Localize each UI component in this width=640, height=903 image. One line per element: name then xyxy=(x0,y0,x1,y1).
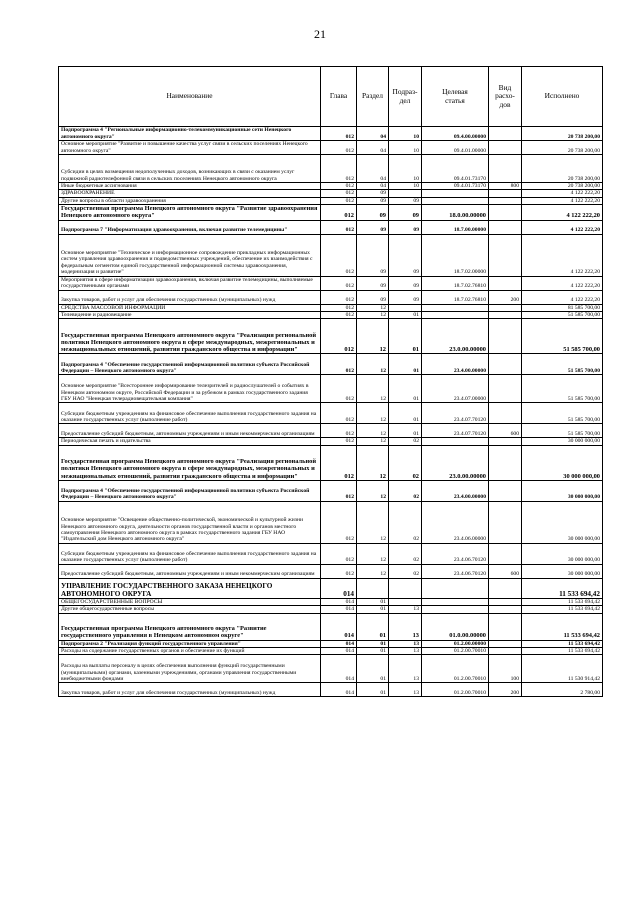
row-vid xyxy=(489,155,522,183)
row-value: 51 585 700,00 xyxy=(522,424,603,438)
table-row xyxy=(59,403,603,424)
row-razdel: 04 xyxy=(357,155,389,183)
row-value: 51 585 700,00 xyxy=(522,312,603,319)
row-statya: 01.2.00.70010 xyxy=(422,648,489,655)
row-glava: 014 xyxy=(321,606,357,613)
row-value: 4 122 222,20 xyxy=(522,205,603,220)
row-vid: 600 xyxy=(489,424,522,438)
row-razdel: 12 xyxy=(357,445,389,480)
table-row xyxy=(59,445,603,480)
header-vid: Вид расхо- дов xyxy=(489,67,522,127)
row-glava: 012 xyxy=(321,445,357,480)
row-glava: 012 xyxy=(321,290,357,304)
row-podrazdel: 09 xyxy=(389,290,422,304)
table-row xyxy=(59,683,603,697)
table-row xyxy=(59,424,603,438)
row-razdel: 01 xyxy=(357,655,389,683)
row-vid: 200 xyxy=(489,290,522,304)
table-row xyxy=(59,127,603,141)
row-glava: 012 xyxy=(321,438,357,445)
table-row xyxy=(59,290,603,304)
row-glava: 014 xyxy=(321,598,357,605)
row-vid xyxy=(489,205,522,220)
row-podrazdel: 01 xyxy=(389,312,422,319)
row-statya: 01.0.00.00000 xyxy=(422,613,489,640)
table-row xyxy=(59,190,603,197)
row-value: 11 533 694,42 xyxy=(522,578,603,598)
row-value: 4 122 222,20 xyxy=(522,290,603,304)
row-podrazdel: 10 xyxy=(389,141,422,155)
table-row xyxy=(59,354,603,375)
row-glava: 014 xyxy=(321,683,357,697)
row-value: 11 533 694,42 xyxy=(522,598,603,605)
row-vid xyxy=(489,501,522,543)
row-value: 30 000 000,00 xyxy=(522,438,603,445)
row-statya: 23.4.06.70120 xyxy=(422,543,489,564)
row-name: Другие вопросы в области здравоохранения xyxy=(59,197,321,204)
table-row xyxy=(59,578,603,598)
table-header-row xyxy=(59,67,603,127)
row-glava: 012 xyxy=(321,304,357,311)
row-glava: 012 xyxy=(321,155,357,183)
row-glava: 012 xyxy=(321,543,357,564)
row-value: 51 585 700,00 xyxy=(522,375,603,403)
row-razdel: 09 xyxy=(357,197,389,204)
row-vid xyxy=(489,141,522,155)
row-statya: 23.4.07.00000 xyxy=(422,375,489,403)
row-glava: 012 xyxy=(321,375,357,403)
row-name: Основное мероприятие "Техническое и информационное сопровождение прикладных информационных систем управления здравоохранения и подведомственных учреждений, обеспечение их взаимодействия с федеральным сегментом единой государственной информационной системы здравоохранения, модернизация и развитие" xyxy=(59,234,321,276)
row-podrazdel: 09 xyxy=(389,276,422,290)
row-statya: 23.0.00.00000 xyxy=(422,445,489,480)
row-value: 30 000 000,00 xyxy=(522,543,603,564)
row-vid xyxy=(489,375,522,403)
row-podrazdel: 01 xyxy=(389,375,422,403)
row-glava: 014 xyxy=(321,648,357,655)
row-glava: 012 xyxy=(321,141,357,155)
row-podrazdel: 13 xyxy=(389,640,422,647)
row-name: Подпрограмма 4 "Обеспечение государственной информационной политики субъекта Российской Федерации – Ненецкого автономного округа" xyxy=(59,480,321,501)
row-podrazdel: 02 xyxy=(389,480,422,501)
row-value: 51 585 700,00 xyxy=(522,403,603,424)
row-podrazdel xyxy=(389,304,422,311)
row-name: Периодическая печать и издательства xyxy=(59,438,321,445)
row-podrazdel xyxy=(389,578,422,598)
row-podrazdel: 13 xyxy=(389,683,422,697)
row-value: 11 530 914,42 xyxy=(522,655,603,683)
row-razdel: 09 xyxy=(357,290,389,304)
row-name: Предоставление субсидий бюджетным, автономным учреждениям и иным некоммерческим организациям xyxy=(59,424,321,438)
row-glava: 012 xyxy=(321,312,357,319)
row-glava: 012 xyxy=(321,276,357,290)
row-value: 20 738 200,00 xyxy=(522,183,603,190)
row-statya: 09.4.01.73170 xyxy=(422,155,489,183)
row-value: 11 533 694,42 xyxy=(522,640,603,647)
row-value: 4 122 222,20 xyxy=(522,220,603,234)
row-podrazdel: 01 xyxy=(389,319,422,354)
row-name: Государственная программа Ненецкого автономного округа "Развитие здравоохранения Ненецкого автономного округа" xyxy=(59,205,321,220)
row-razdel: 01 xyxy=(357,613,389,640)
header-value: Исполнено xyxy=(522,67,603,127)
row-value: 30 000 000,00 xyxy=(522,501,603,543)
row-name: Телевидение и радиовещание xyxy=(59,312,321,319)
row-vid xyxy=(489,197,522,204)
header-statya: Целевая статья xyxy=(422,67,489,127)
row-podrazdel: 02 xyxy=(389,564,422,578)
row-value: 20 738 200,00 xyxy=(522,141,603,155)
row-razdel: 12 xyxy=(357,424,389,438)
page-number: 21 xyxy=(314,27,326,41)
row-statya xyxy=(422,197,489,204)
row-glava: 012 xyxy=(321,183,357,190)
row-vid xyxy=(489,312,522,319)
row-vid xyxy=(489,276,522,290)
table-row xyxy=(59,205,603,220)
header-glava: Глава xyxy=(321,67,357,127)
row-value: 30 000 000,00 xyxy=(522,564,603,578)
header-razdel: Раздел xyxy=(357,67,389,127)
row-podrazdel: 10 xyxy=(389,183,422,190)
row-podrazdel: 10 xyxy=(389,127,422,141)
row-podrazdel: 02 xyxy=(389,501,422,543)
table-row xyxy=(59,613,603,640)
row-value: 51 585 700,00 xyxy=(522,319,603,354)
row-glava: 012 xyxy=(321,501,357,543)
budget-table xyxy=(58,66,603,697)
row-value: 4 122 222,20 xyxy=(522,197,603,204)
row-vid xyxy=(489,640,522,647)
table-row xyxy=(59,640,603,647)
table-row xyxy=(59,197,603,204)
row-name: Субсидии бюджетным учреждениям на финансовое обеспечение выполнения государственного задания на оказание государственных услуг (выполнение работ) xyxy=(59,403,321,424)
row-name: Государственная программа Ненецкого автономного округа "Реализация региональной политики Ненецкого автономного округа в сфере международных, межрегиональных и межнациональных отношений, развития гражданского общества и информации" xyxy=(59,319,321,354)
row-podrazdel: 09 xyxy=(389,197,422,204)
row-podrazdel: 01 xyxy=(389,403,422,424)
row-vid xyxy=(489,648,522,655)
row-name: Другие общегосударственные вопросы xyxy=(59,606,321,613)
row-value: 51 585 700,00 xyxy=(522,354,603,375)
header-podrazdel: Подраз- дел xyxy=(389,67,422,127)
row-statya xyxy=(422,606,489,613)
row-statya: 09.4.01.00000 xyxy=(422,141,489,155)
row-name: Подпрограмма 7 "Информатизация здравоохранения, включая развитие телемедицины" xyxy=(59,220,321,234)
row-statya: 18.7.02.00000 xyxy=(422,234,489,276)
row-vid xyxy=(489,606,522,613)
row-value: 4 122 222,20 xyxy=(522,276,603,290)
row-razdel: 09 xyxy=(357,190,389,197)
row-statya: 09.4.01.73170 xyxy=(422,183,489,190)
row-vid: 100 xyxy=(489,655,522,683)
row-statya xyxy=(422,190,489,197)
table-row xyxy=(59,183,603,190)
row-razdel: 09 xyxy=(357,276,389,290)
row-statya: 23.4.07.70120 xyxy=(422,403,489,424)
row-podrazdel: 09 xyxy=(389,205,422,220)
row-value: 11 533 694,42 xyxy=(522,648,603,655)
row-razdel: 01 xyxy=(357,640,389,647)
row-podrazdel: 13 xyxy=(389,648,422,655)
row-value: 30 000 000,00 xyxy=(522,445,603,480)
table-row xyxy=(59,304,603,311)
row-podrazdel: 09 xyxy=(389,234,422,276)
row-statya: 23.4.07.70120 xyxy=(422,424,489,438)
row-value: 20 738 200,00 xyxy=(522,127,603,141)
row-vid xyxy=(489,354,522,375)
row-vid xyxy=(489,304,522,311)
row-razdel: 01 xyxy=(357,598,389,605)
row-statya: 23.4.06.70120 xyxy=(422,564,489,578)
row-razdel: 12 xyxy=(357,403,389,424)
row-glava: 012 xyxy=(321,197,357,204)
row-razdel: 12 xyxy=(357,501,389,543)
row-statya xyxy=(422,578,489,598)
row-name: Государственная программа Ненецкого автономного округа "Развитие государственного управления в Ненецком автономном округе" xyxy=(59,613,321,640)
row-statya: 18.0.00.00000 xyxy=(422,205,489,220)
row-vid: 600 xyxy=(489,564,522,578)
row-podrazdel: 01 xyxy=(389,424,422,438)
table-row xyxy=(59,141,603,155)
table-row xyxy=(59,655,603,683)
row-vid xyxy=(489,445,522,480)
row-podrazdel xyxy=(389,598,422,605)
table-row xyxy=(59,501,603,543)
row-name: ОБЩЕГОСУДАРСТВЕННЫЕ ВОПРОСЫ xyxy=(59,598,321,605)
row-name: Подпрограмма 4 "Региональные информационно-телекоммуникационные сети Ненецкого автономного округа" xyxy=(59,127,321,141)
row-name: Основное мероприятие "Развитие и повышение качества услуг связи в сельских поселениях Ненецкого автономного округа" xyxy=(59,141,321,155)
row-name: Основное мероприятие "Всестороннее информирование телезрителей и радиослушателей о событиях в Ненецком автономном округе, Российской Федерации и за рубежом в рамках государственного задания ГБУ НАО "Ненецкая телерадиовещательная компания" xyxy=(59,375,321,403)
row-podrazdel: 09 xyxy=(389,220,422,234)
row-value: 11 533 694,42 xyxy=(522,613,603,640)
row-vid xyxy=(489,403,522,424)
row-value: 4 122 222,20 xyxy=(522,190,603,197)
row-statya: 09.4.00.00000 xyxy=(422,127,489,141)
row-razdel: 12 xyxy=(357,375,389,403)
row-name: Субсидии в целях возмещения недополученных доходов, возникающих в связи с оказанием услуг подвижной радиотелефонной связи в сельских поселениях Ненецкого автономного округа xyxy=(59,155,321,183)
row-statya xyxy=(422,304,489,311)
row-statya: 01.2.00.70010 xyxy=(422,655,489,683)
row-glava: 014 xyxy=(321,578,357,598)
row-glava: 012 xyxy=(321,234,357,276)
row-statya xyxy=(422,312,489,319)
table-row xyxy=(59,564,603,578)
row-vid xyxy=(489,438,522,445)
row-razdel: 12 xyxy=(357,312,389,319)
row-razdel: 12 xyxy=(357,480,389,501)
row-razdel: 01 xyxy=(357,683,389,697)
row-vid xyxy=(489,234,522,276)
row-razdel: 12 xyxy=(357,543,389,564)
row-vid: 800 xyxy=(489,183,522,190)
row-razdel: 09 xyxy=(357,205,389,220)
row-podrazdel: 13 xyxy=(389,655,422,683)
row-statya: 23.4.00.00000 xyxy=(422,354,489,375)
row-vid xyxy=(489,190,522,197)
row-statya: 18.7.02.76810 xyxy=(422,290,489,304)
row-value: 2 780,00 xyxy=(522,683,603,697)
row-name: Предоставление субсидий бюджетным, автономным учреждениям и иным некоммерческим организациям xyxy=(59,564,321,578)
row-name: УПРАВЛЕНИЕ ГОСУДАРСТВЕННОГО ЗАКАЗА НЕНЕЦКОГО АВТОНОМНОГО ОКРУГА xyxy=(59,578,321,598)
row-vid xyxy=(489,613,522,640)
row-value: 30 000 000,00 xyxy=(522,480,603,501)
row-vid xyxy=(489,543,522,564)
row-glava: 012 xyxy=(321,403,357,424)
row-razdel: 12 xyxy=(357,319,389,354)
row-podrazdel xyxy=(389,190,422,197)
row-razdel: 12 xyxy=(357,438,389,445)
row-name: Закупка товаров, работ и услуг для обеспечения государственных (муниципальных) нужд xyxy=(59,290,321,304)
row-statya: 18.7.02.76810 xyxy=(422,276,489,290)
row-glava: 012 xyxy=(321,564,357,578)
row-glava: 012 xyxy=(321,127,357,141)
row-name: Подпрограмма 2 "Реализация функций государственного управления" xyxy=(59,640,321,647)
row-vid xyxy=(489,220,522,234)
row-razdel: 01 xyxy=(357,648,389,655)
row-statya: 23.4.00.00000 xyxy=(422,480,489,501)
row-name: Иные бюджетные ассигнования xyxy=(59,183,321,190)
row-statya xyxy=(422,598,489,605)
row-glava: 012 xyxy=(321,205,357,220)
table-row xyxy=(59,319,603,354)
table-row xyxy=(59,438,603,445)
table-row xyxy=(59,480,603,501)
table-row xyxy=(59,543,603,564)
row-name: Мероприятия в сфере информатизации здравоохранения, включая развитие телемедицины, выполняемые государственными органами xyxy=(59,276,321,290)
row-name: Основное мероприятие "Освещение общественно-политической, экономической и культурной жизни Ненецкого автономного округа, деятельности органов государственной власти и органов местного самоуправления Ненецкого автономного округа в рамках государственного задания ГБУ НАО "Издательский дом Ненецкого автономного округа" xyxy=(59,501,321,543)
row-value: 20 738 200,00 xyxy=(522,155,603,183)
row-glava: 014 xyxy=(321,655,357,683)
row-razdel: 04 xyxy=(357,183,389,190)
row-name: Закупка товаров, работ и услуг для обеспечения государственных (муниципальных) нужд xyxy=(59,683,321,697)
row-statya: 23.0.00.00000 xyxy=(422,319,489,354)
table-row xyxy=(59,598,603,605)
row-statya: 23.4.06.00000 xyxy=(422,501,489,543)
row-glava: 012 xyxy=(321,319,357,354)
row-vid xyxy=(489,578,522,598)
row-glava: 012 xyxy=(321,480,357,501)
row-statya: 18.7.00.00000 xyxy=(422,220,489,234)
row-razdel: 12 xyxy=(357,564,389,578)
row-glava: 012 xyxy=(321,220,357,234)
row-name: Подпрограмма 4 "Обеспечение государственной информационной политики субъекта Российской Федерации – Ненецкого автономного округа" xyxy=(59,354,321,375)
row-statya: 01.2.00.70010 xyxy=(422,683,489,697)
row-value: 81 585 700,00 xyxy=(522,304,603,311)
row-podrazdel: 02 xyxy=(389,543,422,564)
row-podrazdel: 02 xyxy=(389,438,422,445)
row-name: Расходы на содержание государственных органов и обеспечение их функций xyxy=(59,648,321,655)
table-row xyxy=(59,375,603,403)
row-value: 4 122 222,20 xyxy=(522,234,603,276)
table-row xyxy=(59,155,603,183)
table-row xyxy=(59,220,603,234)
row-name: Государственная программа Ненецкого автономного округа "Реализация региональной политики Ненецкого автономного округа в сфере международных, межрегиональных и межнациональных отношений, развития гражданского общества и информации" xyxy=(59,445,321,480)
row-podrazdel: 01 xyxy=(389,354,422,375)
row-vid xyxy=(489,127,522,141)
row-vid: 200 xyxy=(489,683,522,697)
row-podrazdel: 13 xyxy=(389,613,422,640)
row-razdel: 09 xyxy=(357,234,389,276)
row-vid xyxy=(489,319,522,354)
row-razdel: 12 xyxy=(357,304,389,311)
row-name: СРЕДСТВА МАССОВОЙ ИНФОРМАЦИИ xyxy=(59,304,321,311)
row-statya: 01.2.00.00000 xyxy=(422,640,489,647)
row-glava: 012 xyxy=(321,424,357,438)
row-name: Субсидии бюджетным учреждениям на финансовое обеспечение выполнения государственного задания на оказание государственных услуг (выполнение работ) xyxy=(59,543,321,564)
row-razdel: 12 xyxy=(357,354,389,375)
row-glava: 014 xyxy=(321,613,357,640)
row-statya xyxy=(422,438,489,445)
table-row xyxy=(59,648,603,655)
row-value: 11 533 694,42 xyxy=(522,606,603,613)
row-razdel: 04 xyxy=(357,141,389,155)
row-razdel: 01 xyxy=(357,606,389,613)
row-razdel: 09 xyxy=(357,220,389,234)
row-razdel: 04 xyxy=(357,127,389,141)
table-row xyxy=(59,234,603,276)
row-vid xyxy=(489,598,522,605)
row-vid xyxy=(489,480,522,501)
row-glava: 014 xyxy=(321,640,357,647)
row-glava: 012 xyxy=(321,190,357,197)
row-podrazdel: 02 xyxy=(389,445,422,480)
table-row xyxy=(59,276,603,290)
table-row xyxy=(59,312,603,319)
table-row xyxy=(59,606,603,613)
row-name: Расходы на выплаты персоналу в целях обеспечения выполнения функций государственными (муниципальными) органами, казенными учреждениями, органами управления государственными внебюджетными фондами xyxy=(59,655,321,683)
row-name: ЗДРАВООХРАНЕНИЕ xyxy=(59,190,321,197)
row-razdel xyxy=(357,578,389,598)
row-glava: 012 xyxy=(321,354,357,375)
row-podrazdel: 13 xyxy=(389,606,422,613)
header-name: Наименование xyxy=(59,67,321,127)
row-podrazdel: 10 xyxy=(389,155,422,183)
